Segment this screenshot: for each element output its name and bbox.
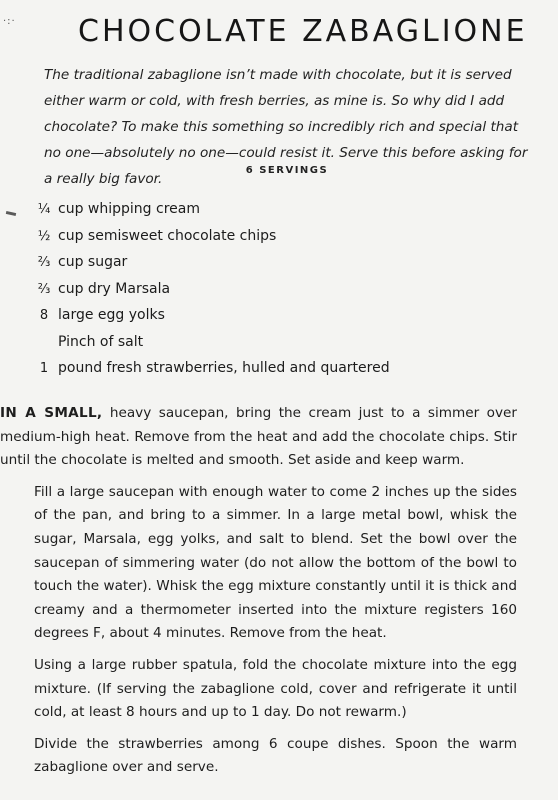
method-step	[0, 402, 517, 473]
ingredient-quantity: ⅔	[37, 281, 51, 297]
step-text: Fill a large saucepan with enough water to come 2 inches up the sides of the pan, and bring to a simmer. In a large metal bowl, whisk the sugar, Marsala, egg yolks, and salt to blend. Set the bowl over the saucepan of simmering water (do not allow the bottom of the bowl to touch the water). Whisk the egg mixture constantly until it is thick and creamy and a thermometer inserted into the mixture registers 160 degrees F, about 4 minutes. Remove from the heat.	[34, 483, 517, 642]
ingredient-quantity: ½	[37, 228, 51, 244]
scan-edge-mark: ·:·	[3, 16, 16, 27]
ingredient-quantity: ¼	[37, 202, 51, 217]
ingredient-item	[32, 276, 390, 303]
step-text: Divide the strawberries among 6 coupe dishes. Spoon the warm zabaglione over and serve.	[34, 735, 517, 776]
ingredient-name: Pinch of salt	[58, 333, 144, 350]
ingredient-name: large egg yolks	[58, 307, 165, 323]
servings-label: 6 SERVINGS	[245, 165, 329, 176]
method-step	[34, 733, 517, 780]
ingredient-item	[32, 329, 390, 356]
ingredient-item	[32, 355, 390, 382]
step-lead-in: IN A SMALL,	[0, 405, 103, 421]
recipe-intro: The traditional zabaglione isn’t made with chocolate, but it is served either warm or cold, with fresh berries, as mine is. So why did I add chocolate? To make this something so incredibly rich and special that no one—absolutely no one—could resist it. Serve this before asking for a really big favor.	[44, 67, 528, 187]
ingredient-item	[32, 223, 390, 250]
ingredient-quantity: ⅔	[37, 255, 51, 270]
ingredient-name: cup dry Marsala	[58, 280, 171, 297]
method-step	[34, 654, 517, 725]
ingredient-name: cup whipping cream	[58, 201, 200, 217]
ingredient-item	[32, 196, 390, 223]
pen-mark	[6, 211, 16, 216]
ingredient-name: cup semisweet chocolate chips	[58, 227, 277, 244]
ingredient-quantity: 8	[39, 308, 49, 323]
ingredient-item	[32, 249, 390, 276]
ingredient-list	[32, 196, 390, 382]
ingredient-name: pound fresh strawberries, hulled and quartered	[58, 360, 390, 376]
method-section	[0, 402, 540, 788]
step-text: heavy saucepan, bring the cream just to a simmer over medium-high heat. Remove from the heat and add the chocolate chips. Stir until the chocolate is melted and smooth. Set aside and keep warm.	[0, 405, 517, 469]
ingredient-name: cup sugar	[58, 254, 128, 270]
ingredient-item	[32, 302, 390, 329]
recipe-title: CHOCOLATE ZABAGLIONE	[78, 14, 528, 49]
method-step	[34, 481, 517, 646]
step-text: Using a large rubber spatula, fold the chocolate mixture into the egg mixture. (If serving the zabaglione cold, cover and refrigerate it until cold, at least 8 hours and up to 1 day. Do not rewarm.)	[34, 656, 517, 721]
ingredient-quantity: 1	[39, 361, 49, 376]
